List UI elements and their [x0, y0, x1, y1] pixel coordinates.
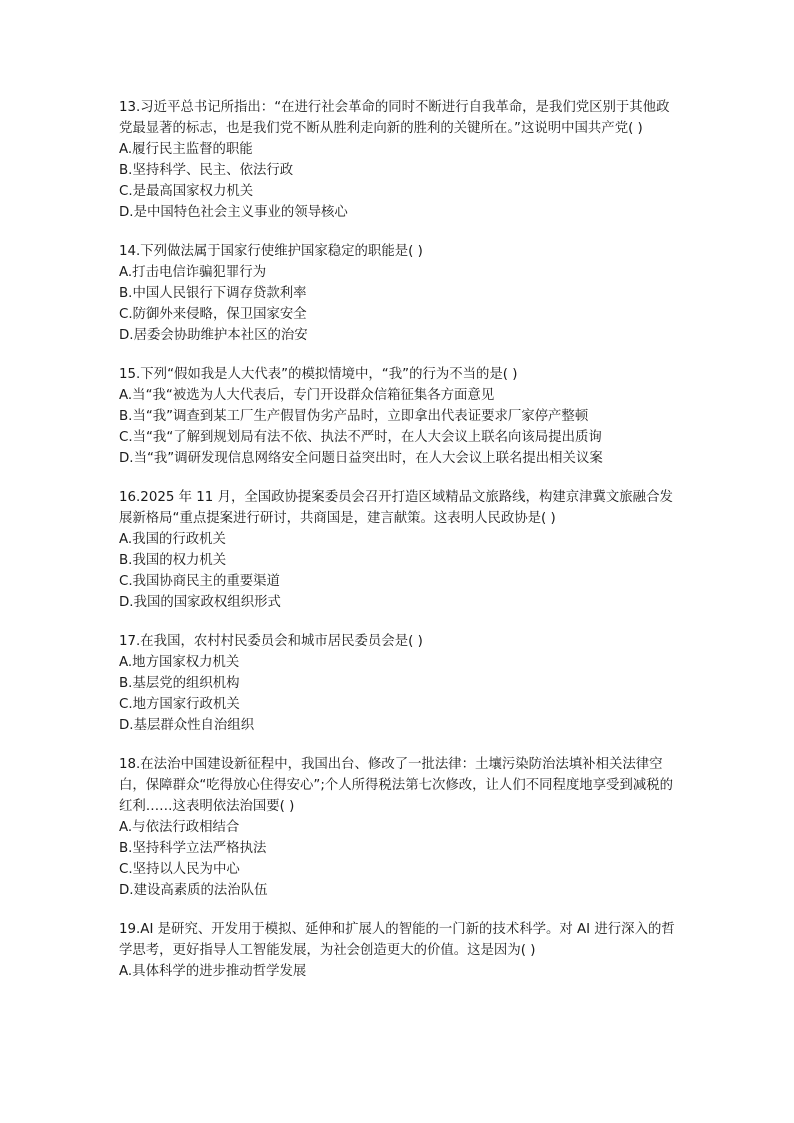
question-19	[119, 919, 679, 982]
option-d: D.居委会协助维护本社区的治安	[119, 328, 308, 343]
question-14	[119, 241, 679, 346]
option-a: A.具体科学的进步推动哲学发展	[119, 964, 307, 979]
option-a: A.与依法行政相结合	[119, 820, 240, 835]
option-c: C.是最高国家权力机关	[119, 184, 254, 199]
option-b: B.当“我”调查到某工厂生产假冒伪劣产品时，立即拿出代表证要求厂家停产整顿	[119, 409, 589, 424]
option-c: C.当“我“了解到规划局有法不依、执法不严时，在人大会议上联名向该局提出质询	[119, 430, 602, 445]
question-stem: 16.2025 年 11 月，全国政协提案委员会召开打造区域精品文旅路线，构建京津冀文旅融合发展新格局“重点提案进行研讨，共商国是，建言献策。这表明人民政协是( )	[119, 490, 673, 526]
question-15	[119, 364, 679, 469]
option-b: B.中国人民银行下调存贷款利率	[119, 286, 307, 301]
question-stem: 14.下列做法属于国家行使维护国家稳定的职能是( )	[119, 244, 423, 259]
question-13	[119, 97, 679, 223]
option-c: C.坚持以人民为中心	[119, 862, 240, 877]
option-c: C.防御外来侵略，保卫国家安全	[119, 307, 307, 322]
option-d: D.我国的国家政权组织形式	[119, 595, 281, 610]
option-b: B.我国的权力机关	[119, 553, 227, 568]
option-c: C.我国协商民主的重要渠道	[119, 574, 280, 589]
option-a: A.当“我“被选为人大代表后，专门开设群众信箱征集各方面意见	[119, 388, 495, 403]
option-a: A.我国的行政机关	[119, 532, 226, 547]
question-16	[119, 487, 679, 613]
option-b: B.基层党的组织机构	[119, 676, 240, 691]
option-a: A.地方国家权力机关	[119, 655, 240, 670]
question-18	[119, 754, 679, 901]
question-stem: 15.下列“假如我是人大代表”的模拟情境中，“我”的行为不当的是( )	[119, 367, 518, 382]
question-stem: 18.在法治中国建设新征程中，我国出台、修改了一批法律：土壤污染防治法填补相关法律空白，保障群众“吃得放心住得安心”;个人所得税法第七次修改，让人们不同程度地享受到减税的红利……这表明依法治国要( )	[119, 757, 674, 814]
option-a: A.履行民主监督的职能	[119, 142, 253, 157]
question-17	[119, 631, 679, 736]
question-stem: 13.习近平总书记所指出：“在进行社会革命的同时不断进行自我革命，是我们党区别于其他政党最显著的标志，也是我们党不断从胜利走向新的胜利的关键所在。”这说明中国共产党( )	[119, 100, 670, 136]
option-d: D.是中国特色社会主义事业的领导核心	[119, 205, 348, 220]
option-a: A.打击电信诈骗犯罪行为	[119, 265, 267, 280]
exam-page	[119, 97, 679, 1000]
option-d: D.当“我”调研发现信息网络安全问题日益突出时，在人大会议上联名提出相关议案	[119, 451, 603, 466]
option-b: B.坚持科学、民主、依法行政	[119, 163, 294, 178]
option-d: D.建设高素质的法治队伍	[119, 883, 268, 898]
question-stem: 17.在我国，农村村民委员会和城市居民委员会是( )	[119, 634, 423, 649]
option-d: D.基层群众性自治组织	[119, 718, 255, 733]
option-c: C.地方国家行政机关	[119, 697, 240, 712]
option-b: B.坚持科学立法严格执法	[119, 841, 267, 856]
question-stem: 19.AI 是研究、开发用于模拟、延伸和扩展人的智能的一门新的技术科学。对 AI 进行深入的哲学思考，更好指导人工智能发展，为社会创造更大的价值。这是因为( )	[119, 922, 675, 958]
